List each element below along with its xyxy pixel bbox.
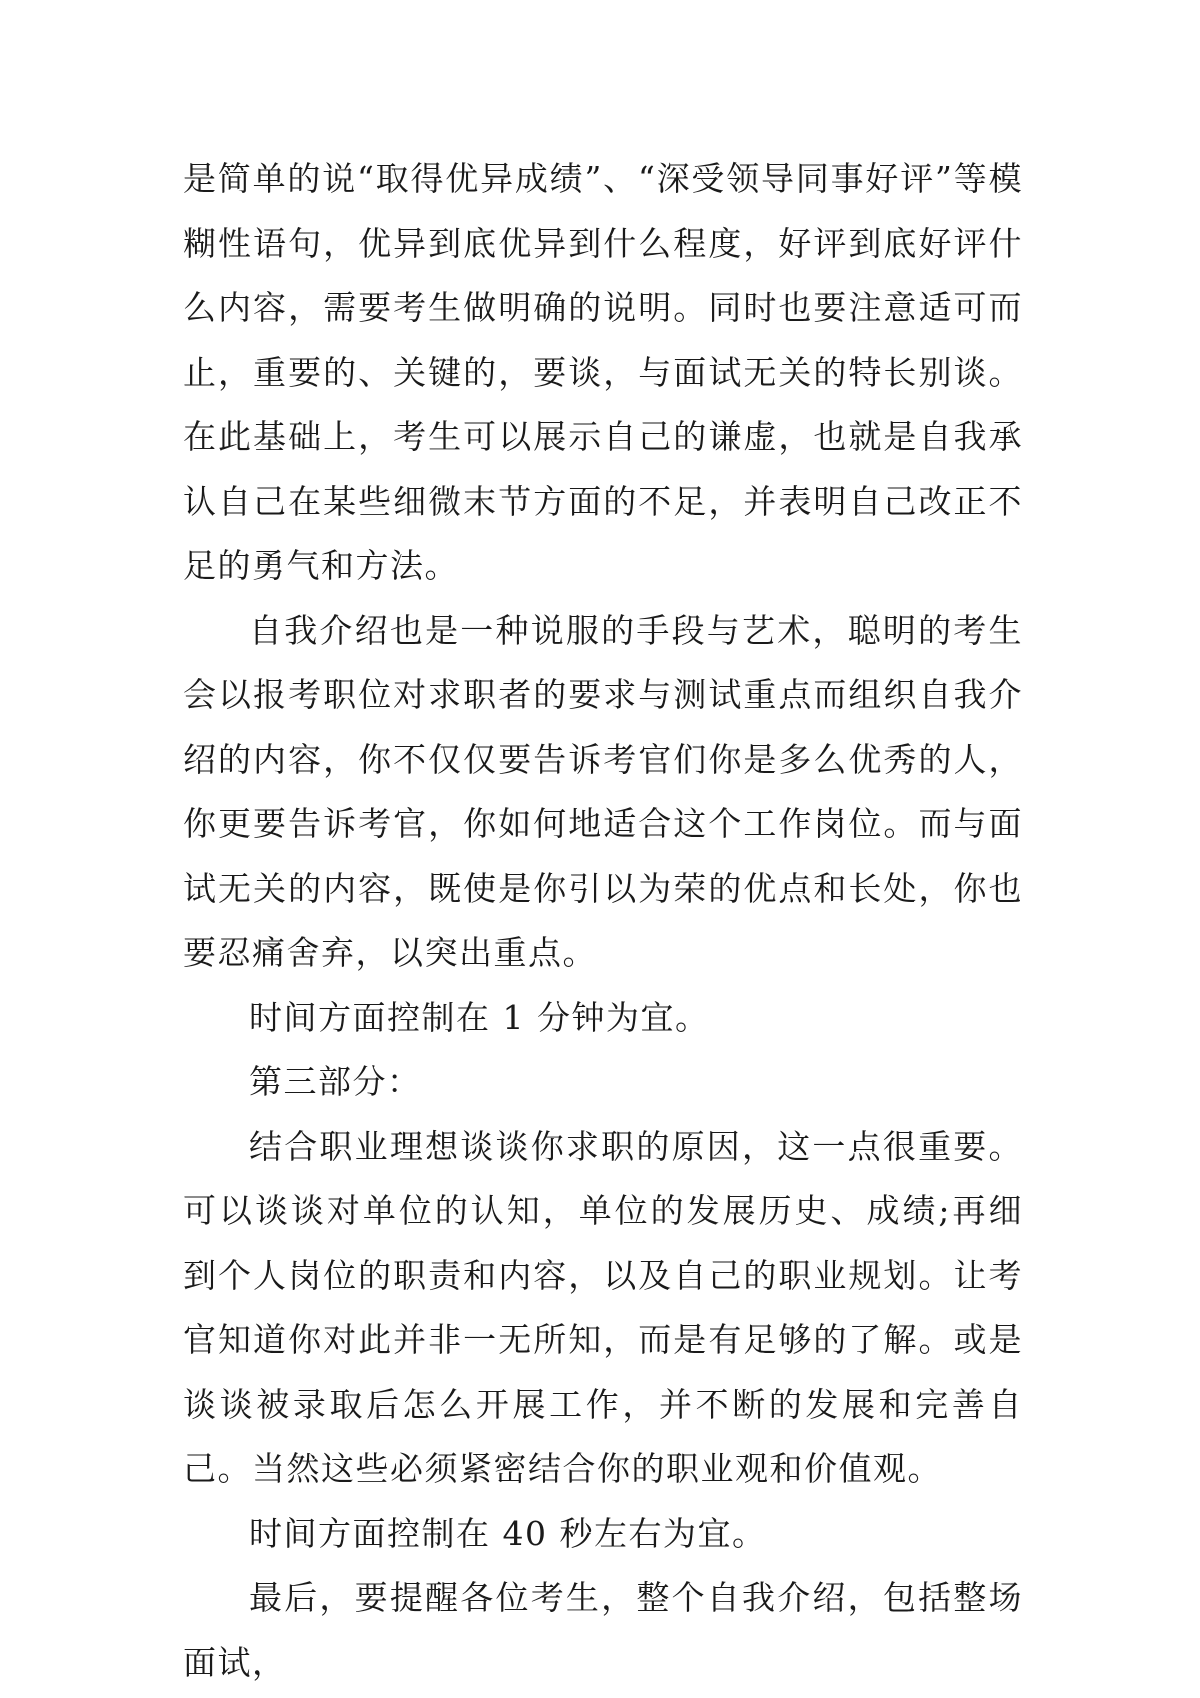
paragraph-1: 是简单的说“取得优异成绩”、“深受领导同事好评”等模糊性语句，优异到底优异到什么程度，好评到底好评什么内容，需要考生做明确的说明。同时也要注意适可而止，重要的、关键的，要谈，与面试无关的特长别谈。在此基础上，考生可以展示自己的谦虚，也就是自我承认自己在某些细微末节方面的不足，并表明自己改正不足的勇气和方法。	[183, 159, 1023, 585]
paragraph-4: 第三部分：	[249, 1062, 422, 1101]
paragraph-7: 最后，要提醒各位考生，整个自我介绍，包括整场面试，	[183, 1578, 1023, 1682]
paragraph-6: 时间方面控制在 40 秒左右为宜。	[249, 1513, 767, 1553]
paragraph-2: 自我介绍也是一种说服的手段与艺术，聪明的考生会以报考职位对求职者的要求与测试重点而组织自我介绍的内容，你不仅仅要告诉考官们你是多么优秀的人，你更要告诉考官，你如何地适合这个工作岗位。而与面试无关的内容，既使是你引以为荣的优点和长处，你也要忍痛舍弃，以突出重点。	[183, 610, 1023, 972]
paragraph-3: 时间方面控制在 1 分钟为宜。	[249, 997, 710, 1037]
paragraph-5: 结合职业理想谈谈你求职的原因，这一点很重要。可以谈谈对单位的认知，单位的发展历史、成绩;再细到个人岗位的职责和内容，以及自己的职业规划。让考官知道你对此并非一无所知，而是有足够的了解。或是谈谈被录取后怎么开展工作，并不断的发展和完善自己。当然这些必须紧密结合你的职业观和价值观。	[183, 1126, 1023, 1488]
document-body	[183, 147, 1023, 1695]
